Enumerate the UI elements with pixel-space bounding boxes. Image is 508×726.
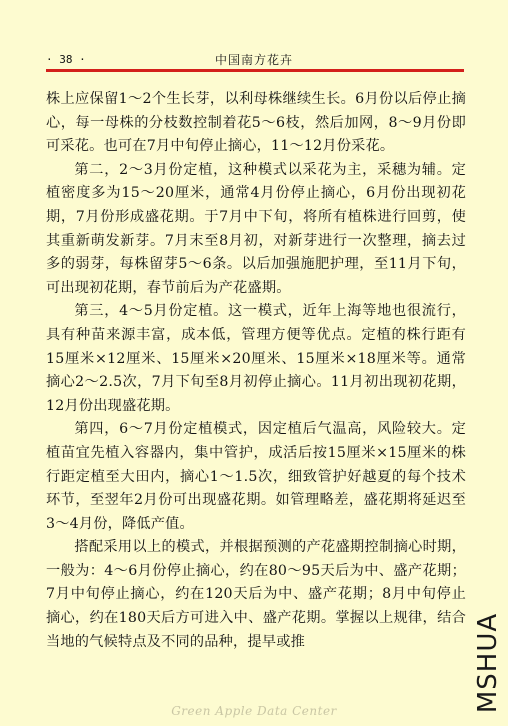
paragraph: 搭配采用以上的模式，并根据预测的产花盛期控制摘心时期，一般为：4～6月份停止摘心，约在80～95天后为中、盛产花期；7月中旬停止摘心，约在120天后为中、盛产花期；8月中旬停止摘心，约在180天后方可进入中、盛产花期。掌握以上规律，结合当地的气候特点及不同的品种，提早或推	[46, 539, 466, 650]
header-rule	[46, 69, 464, 72]
watermark: Green Apple Data Center	[171, 704, 337, 718]
page-number: · 38 ·	[46, 53, 86, 66]
page-body	[46, 88, 466, 654]
paragraph: 第二，2～3月份定植，这种模式以采花为主，采穗为辅。定植密度多为15～20厘米，通常4月份停止摘心，6月份出现初花期，7月份形成盛花期。于7月中下旬，将所有植株进行回剪，使其重新萌发新芽。7月末至8月初，对新芽进行一次整理，摘去过多的弱芽，每株留芽5～6条。以后加强施肥护理，至11月下旬，可出现初花期，春节前后为产花盛期。	[46, 161, 466, 296]
paragraph: 株上应保留1～2个生长芽，以利母株继续生长。6月份以后停止摘心，每一母株的分枝数控制着花5～6枝，然后加网，8～9月份即可采花。也可在7月中旬停止摘心，11～12月份采花。	[46, 91, 466, 155]
paragraph: 第四，6～7月份定植模式，因定植后气温高，风险较大。定植苗宜先植入容器内，集中管护，成活后按15厘米×15厘米的株行距定植至大田内，摘心1～1.5次，细致管护好越夏的每个技术环节，至翌年2月份可出现盛花期。如管理略差，盛花期将延迟至3～4月份，降低产值。	[46, 421, 466, 532]
paragraph: 第三，4～5月份定植。这一模式，近年上海等地也很流行，具有种苗来源丰富，成本低，管理方便等优点。定植的株行距有15厘米×12厘米、15厘米×20厘米、15厘米×18厘米等。通常摘心2～2.5次，7月下旬至8月初停止摘心。11月初出现初花期，12月份出现盛花期。	[46, 303, 466, 414]
side-watermark-text: MSHUA	[473, 612, 503, 714]
side-watermark	[468, 610, 508, 716]
running-title: 中国南方花卉	[214, 53, 293, 67]
page-header	[46, 52, 462, 68]
